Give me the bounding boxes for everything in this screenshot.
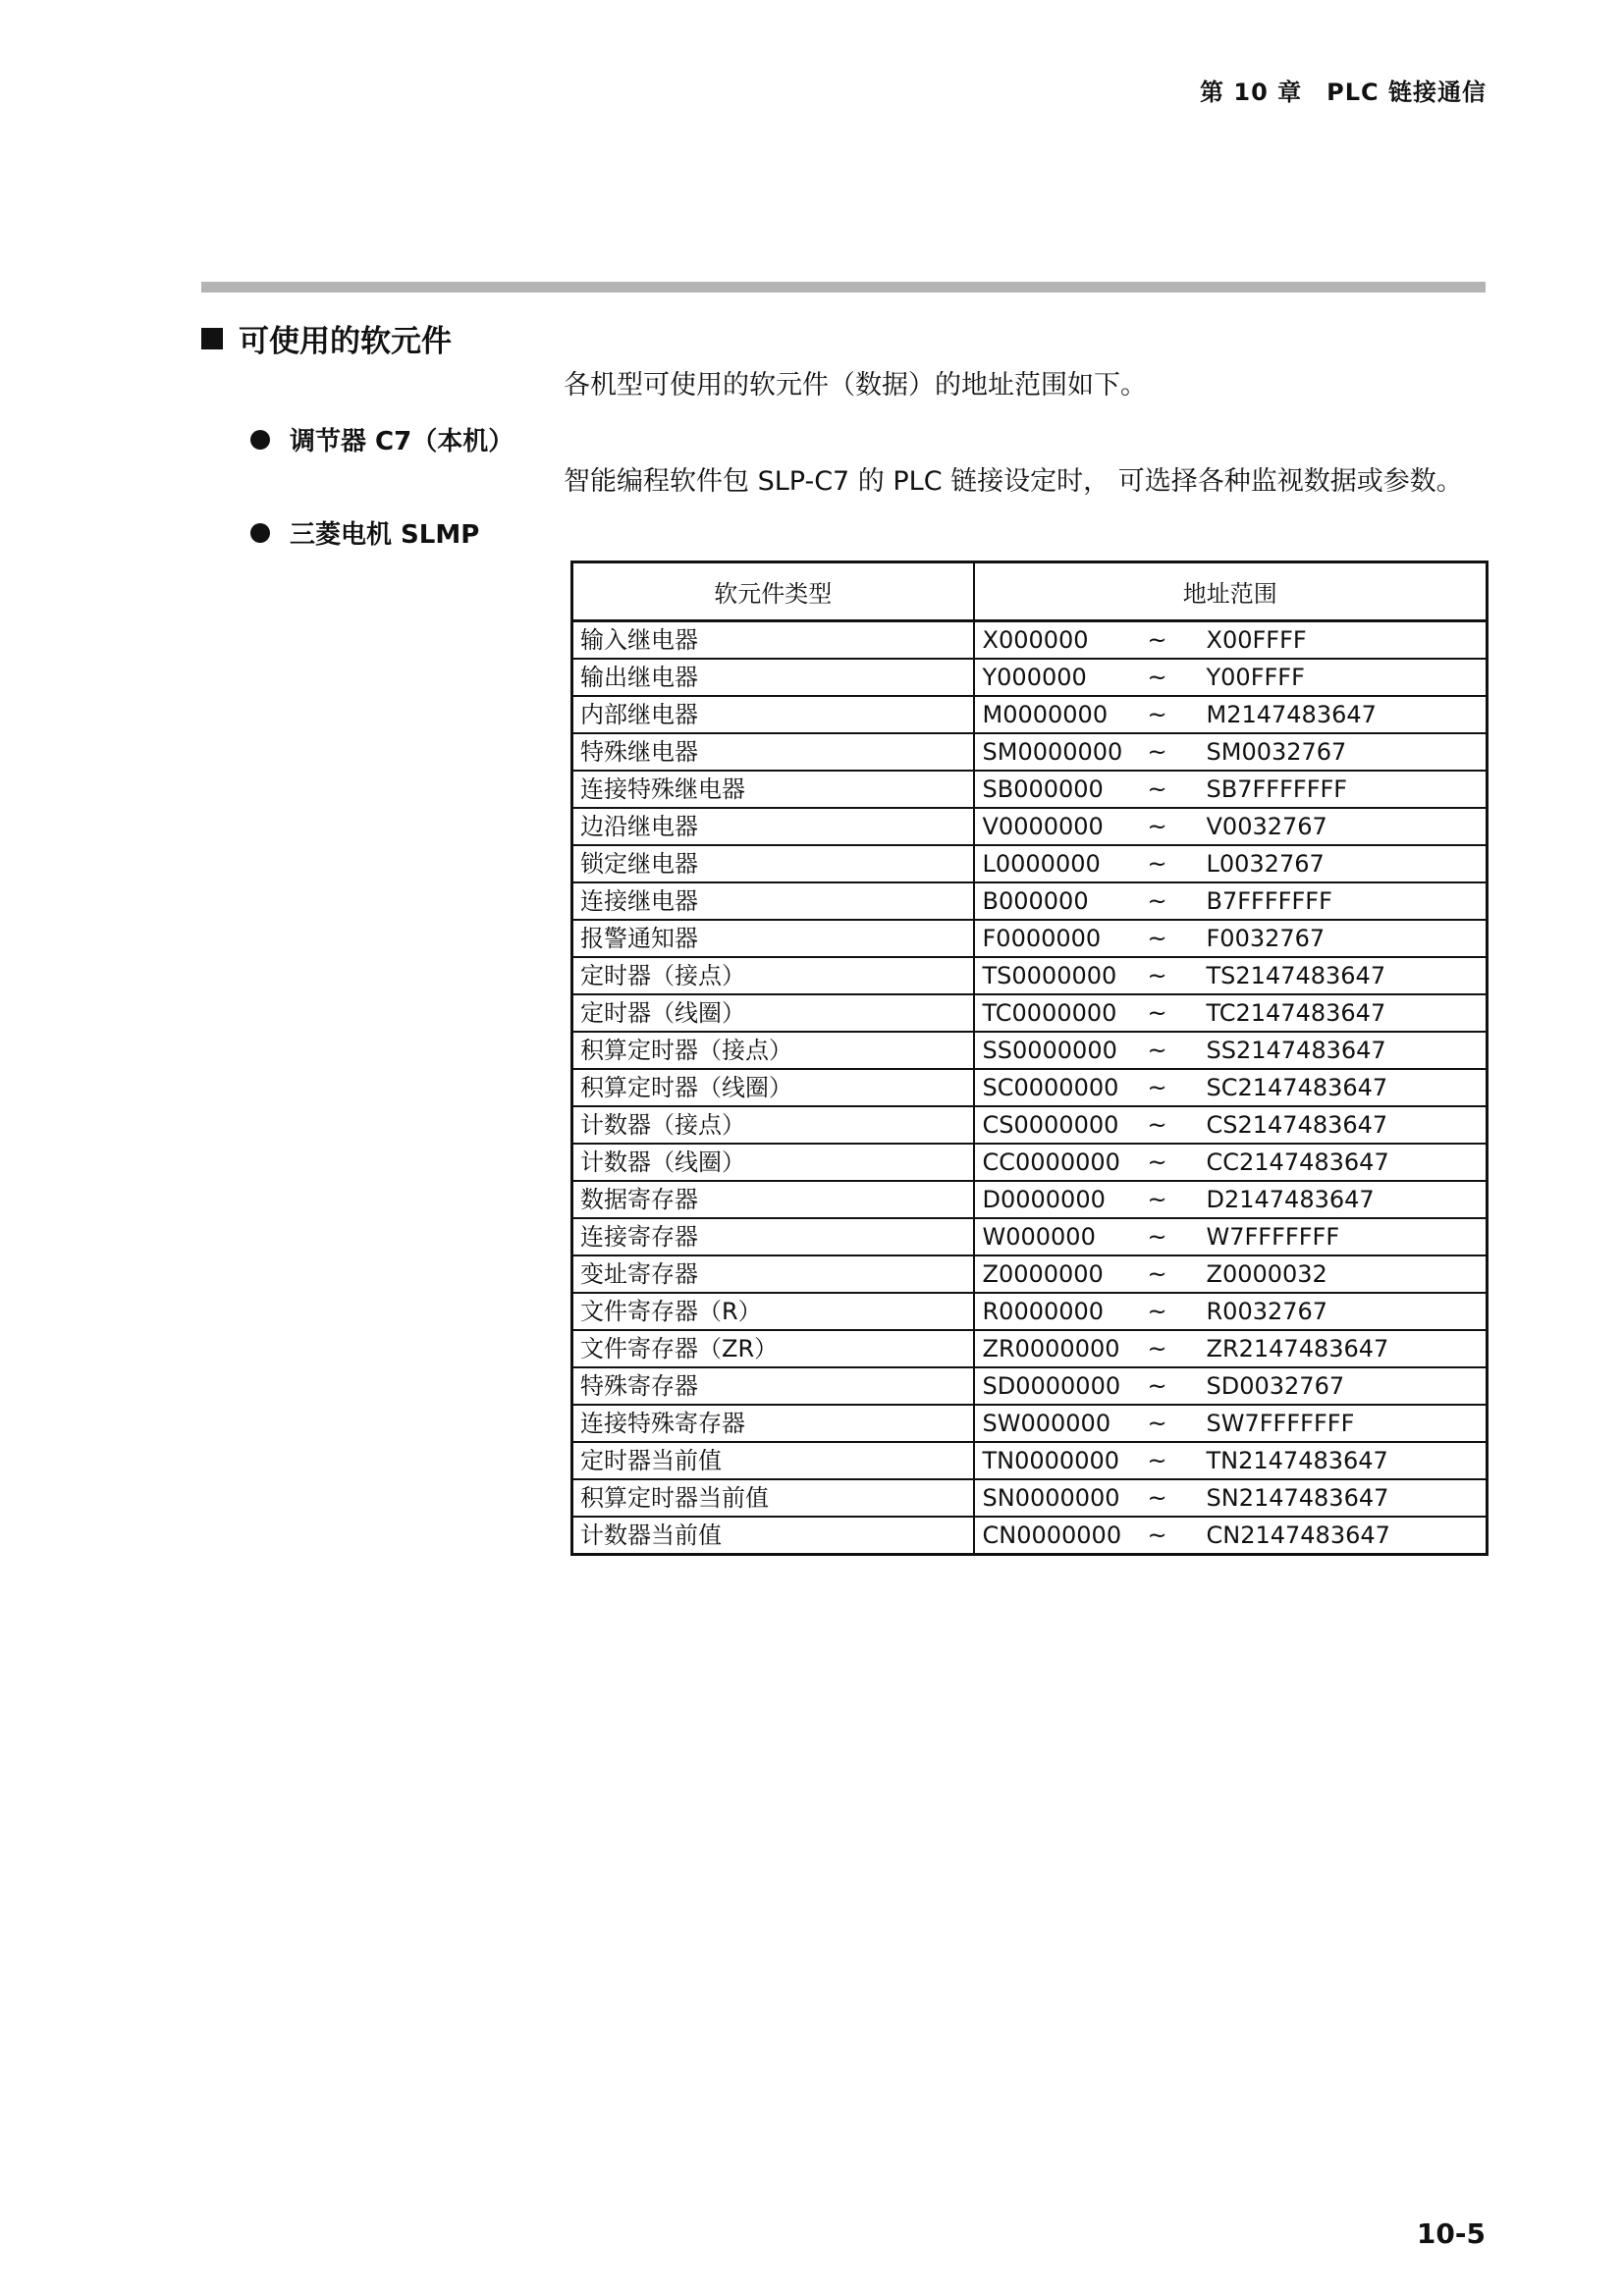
range-separator: ~ — [1147, 1148, 1167, 1176]
range-start: Z0000000 — [982, 1260, 1104, 1288]
range-start: CC0000000 — [982, 1148, 1120, 1176]
address-range-cell — [974, 1367, 1488, 1405]
table-row — [572, 771, 1488, 808]
device-type-cell: 输出继电器 — [572, 659, 974, 696]
range-separator: ~ — [1147, 701, 1167, 728]
address-range-cell — [974, 920, 1488, 957]
range-start: M0000000 — [982, 701, 1109, 728]
table-row — [572, 808, 1488, 845]
range-separator: ~ — [1147, 1037, 1167, 1064]
bullet-label: 调节器 C7（本机） — [290, 427, 514, 456]
range-start: CS0000000 — [982, 1111, 1119, 1139]
table-row — [572, 1405, 1488, 1442]
table-row — [572, 1255, 1488, 1293]
range-start: ZR0000000 — [982, 1335, 1120, 1362]
address-range-cell — [974, 1293, 1488, 1330]
address-range-cell — [974, 1405, 1488, 1442]
table-row — [572, 696, 1488, 733]
range-separator: ~ — [1147, 1522, 1167, 1549]
address-range-cell — [974, 1069, 1488, 1106]
range-end: W7FFFFFFF — [1206, 1223, 1340, 1251]
device-type-cell: 边沿继电器 — [572, 808, 974, 845]
range-separator: ~ — [1147, 1410, 1167, 1437]
range-separator: ~ — [1147, 1372, 1167, 1400]
range-separator: ~ — [1147, 1074, 1167, 1101]
range-end: SM0032767 — [1206, 738, 1347, 766]
range-end: SW7FFFFFFF — [1206, 1410, 1355, 1437]
address-range-cell — [974, 1330, 1488, 1367]
table-row — [572, 1181, 1488, 1218]
range-end: CS2147483647 — [1206, 1111, 1388, 1139]
device-type-cell: 定时器（线圈） — [572, 994, 974, 1032]
address-range-cell — [974, 771, 1488, 808]
range-start: W000000 — [982, 1223, 1096, 1251]
section-divider — [201, 282, 1486, 293]
table-row — [572, 882, 1488, 920]
device-type-cell: 计数器（线圈） — [572, 1144, 974, 1181]
device-type-cell: 报警通知器 — [572, 920, 974, 957]
table-row — [572, 733, 1488, 771]
table-row — [572, 659, 1488, 696]
device-type-cell: 定时器当前值 — [572, 1442, 974, 1479]
device-type-cell: 内部继电器 — [572, 696, 974, 733]
range-start: TS0000000 — [982, 962, 1117, 989]
range-end: TS2147483647 — [1206, 962, 1386, 989]
range-start: SM0000000 — [982, 738, 1123, 766]
table-row — [572, 957, 1488, 994]
address-range-cell — [974, 659, 1488, 696]
device-type-cell: 积算定时器当前值 — [572, 1479, 974, 1517]
page-number: 10-5 — [1416, 2217, 1486, 2250]
range-separator: ~ — [1147, 1260, 1167, 1288]
range-end: CC2147483647 — [1206, 1148, 1389, 1176]
range-separator: ~ — [1147, 626, 1167, 654]
range-end: SB7FFFFFFF — [1206, 775, 1348, 803]
range-start: R0000000 — [982, 1298, 1105, 1325]
device-type-cell: 连接特殊寄存器 — [572, 1405, 974, 1442]
range-start: SD0000000 — [982, 1372, 1121, 1400]
range-end: TN2147483647 — [1206, 1447, 1388, 1474]
range-separator: ~ — [1147, 813, 1167, 840]
range-start: SW000000 — [982, 1410, 1111, 1437]
range-separator: ~ — [1147, 1484, 1167, 1512]
address-range-cell — [974, 1442, 1488, 1479]
range-start: L0000000 — [982, 850, 1101, 878]
table-row — [572, 1069, 1488, 1106]
range-start: CN0000000 — [982, 1522, 1122, 1549]
address-range-cell — [974, 1218, 1488, 1255]
bullet-mitsubishi-slmp — [250, 514, 479, 551]
table-row — [572, 1517, 1488, 1555]
range-start: SC0000000 — [982, 1074, 1119, 1101]
address-range-cell — [974, 845, 1488, 882]
table-row — [572, 1330, 1488, 1367]
range-separator: ~ — [1147, 999, 1167, 1027]
range-end: Y00FFFF — [1206, 664, 1305, 691]
address-range-cell — [974, 1106, 1488, 1144]
range-separator: ~ — [1147, 850, 1167, 878]
intro-text: 各机型可使用的软元件（数据）的地址范围如下。 — [564, 370, 1147, 400]
table-row — [572, 920, 1488, 957]
bullet-controller-c7 — [250, 421, 514, 457]
device-address-table — [570, 561, 1489, 1556]
range-start: V0000000 — [982, 813, 1104, 840]
section-heading — [201, 316, 452, 360]
address-range-cell — [974, 1181, 1488, 1218]
range-separator: ~ — [1147, 664, 1167, 691]
range-separator: ~ — [1147, 1186, 1167, 1213]
range-start: SS0000000 — [982, 1037, 1117, 1064]
device-type-cell: 数据寄存器 — [572, 1181, 974, 1218]
range-start: SB000000 — [982, 775, 1104, 803]
bullet-dot-icon — [250, 430, 270, 450]
address-range-cell — [974, 1144, 1488, 1181]
column-header-address-range: 地址范围 — [974, 562, 1488, 621]
range-end: F0032767 — [1206, 925, 1326, 952]
range-end: TC2147483647 — [1206, 999, 1386, 1027]
range-start: SN0000000 — [982, 1484, 1120, 1512]
range-separator: ~ — [1147, 738, 1167, 766]
table-row — [572, 1442, 1488, 1479]
device-type-cell: 文件寄存器（R） — [572, 1293, 974, 1330]
range-separator: ~ — [1147, 1298, 1167, 1325]
table-row — [572, 1367, 1488, 1405]
bullet-label: 三菱电机 SLMP — [290, 520, 480, 550]
address-range-cell — [974, 882, 1488, 920]
address-range-cell — [974, 994, 1488, 1032]
range-separator: ~ — [1147, 1335, 1167, 1362]
range-end: SS2147483647 — [1206, 1037, 1386, 1064]
device-type-cell: 计数器（接点） — [572, 1106, 974, 1144]
device-type-cell: 特殊继电器 — [572, 733, 974, 771]
device-type-cell: 文件寄存器（ZR） — [572, 1330, 974, 1367]
device-type-cell: 特殊寄存器 — [572, 1367, 974, 1405]
range-start: X000000 — [982, 626, 1089, 654]
address-range-cell — [974, 1479, 1488, 1517]
device-type-cell: 计数器当前值 — [572, 1517, 974, 1555]
table-row — [572, 1144, 1488, 1181]
range-start: D0000000 — [982, 1186, 1106, 1213]
address-range-cell — [974, 1032, 1488, 1069]
device-type-cell: 输入继电器 — [572, 621, 974, 660]
range-end: CN2147483647 — [1206, 1522, 1390, 1549]
range-end: V0032767 — [1206, 813, 1327, 840]
range-separator: ~ — [1147, 887, 1167, 915]
range-start: B000000 — [982, 887, 1089, 915]
range-end: ZR2147483647 — [1206, 1335, 1389, 1362]
table-row — [572, 845, 1488, 882]
range-separator: ~ — [1147, 1111, 1167, 1139]
device-type-cell: 积算定时器（接点） — [572, 1032, 974, 1069]
table-row — [572, 1032, 1488, 1069]
range-end: M2147483647 — [1206, 701, 1377, 728]
range-end: X00FFFF — [1206, 626, 1307, 654]
range-start: TC0000000 — [982, 999, 1117, 1027]
bullet-dot-icon — [250, 523, 270, 543]
range-end: SD0032767 — [1206, 1372, 1345, 1400]
square-bullet-icon — [201, 328, 223, 349]
address-range-cell — [974, 1255, 1488, 1293]
column-header-device-type: 软元件类型 — [572, 562, 974, 621]
description-text: 智能编程软件包 SLP-C7 的 PLC 链接设定时， 可选择各种监视数据或参数。 — [564, 466, 1463, 497]
device-type-cell: 连接继电器 — [572, 882, 974, 920]
device-type-cell: 变址寄存器 — [572, 1255, 974, 1293]
table-row — [572, 1218, 1488, 1255]
range-separator: ~ — [1147, 962, 1167, 989]
table-row — [572, 621, 1488, 660]
range-end: D2147483647 — [1206, 1186, 1375, 1213]
address-range-cell — [974, 621, 1488, 660]
range-start: F0000000 — [982, 925, 1102, 952]
range-end: SC2147483647 — [1206, 1074, 1388, 1101]
range-separator: ~ — [1147, 925, 1167, 952]
device-type-cell: 积算定时器（线圈） — [572, 1069, 974, 1106]
table-row — [572, 1293, 1488, 1330]
device-type-cell: 连接特殊继电器 — [572, 771, 974, 808]
section-title: 可使用的软元件 — [239, 324, 452, 359]
table-row — [572, 1106, 1488, 1144]
range-end: B7FFFFFFF — [1206, 887, 1332, 915]
address-range-cell — [974, 696, 1488, 733]
table-header-row — [572, 562, 1488, 621]
range-end: L0032767 — [1206, 850, 1325, 878]
address-range-cell — [974, 733, 1488, 771]
range-end: R0032767 — [1206, 1298, 1328, 1325]
range-separator: ~ — [1147, 1447, 1167, 1474]
device-type-cell: 锁定继电器 — [572, 845, 974, 882]
range-end: Z0000032 — [1206, 1260, 1327, 1288]
table-row — [572, 994, 1488, 1032]
address-range-cell — [974, 808, 1488, 845]
range-separator: ~ — [1147, 775, 1167, 803]
chapter-header: 第 10 章 PLC 链接通信 — [1200, 79, 1487, 106]
range-start: TN0000000 — [982, 1447, 1119, 1474]
range-start: Y000000 — [982, 664, 1087, 691]
address-range-cell — [974, 1517, 1488, 1555]
range-end: SN2147483647 — [1206, 1484, 1389, 1512]
address-range-cell — [974, 957, 1488, 994]
device-type-cell: 连接寄存器 — [572, 1218, 974, 1255]
range-separator: ~ — [1147, 1223, 1167, 1251]
device-type-cell: 定时器（接点） — [572, 957, 974, 994]
table-row — [572, 1479, 1488, 1517]
